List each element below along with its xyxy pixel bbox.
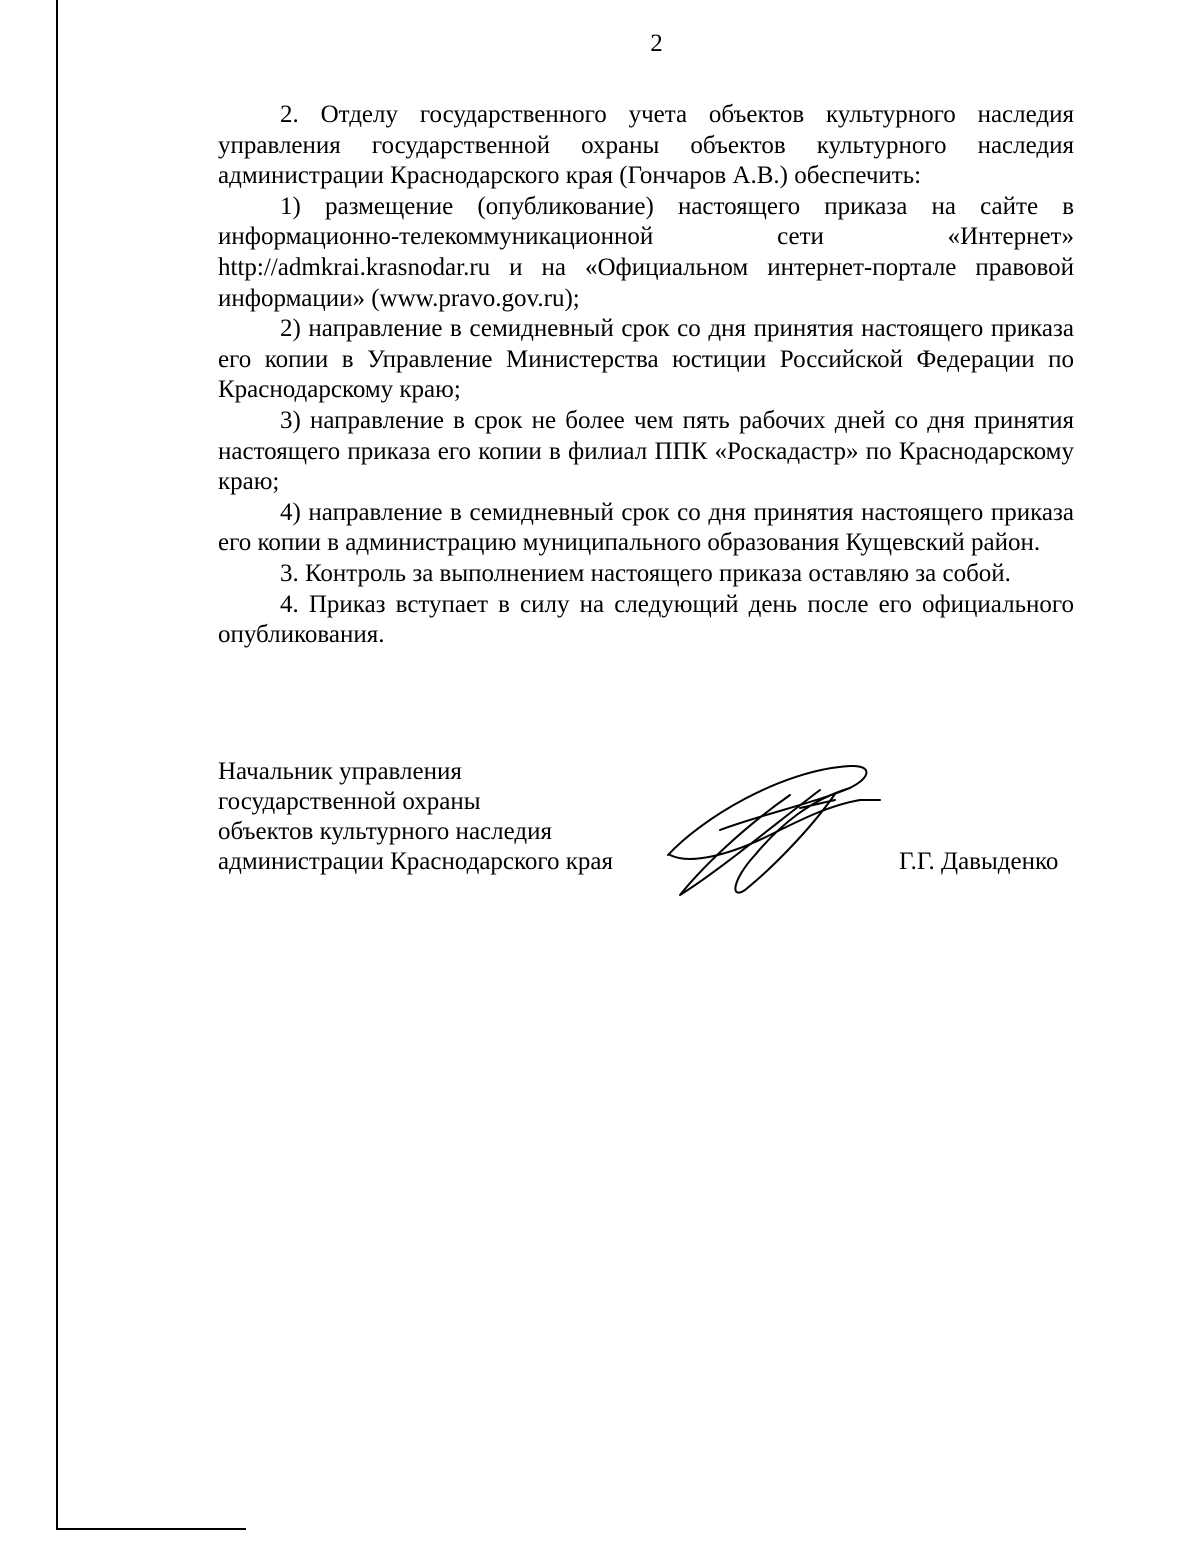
signer-position-line: Начальник управления	[218, 758, 462, 785]
paragraph-subitem-4: 4) направление в семидневный срок со дня принятия настоящего приказа его копии в администрацию муниципального образования Кущевский район.	[218, 498, 1074, 557]
left-margin-rule	[56, 0, 58, 1530]
signer-position	[218, 757, 613, 877]
paragraph-item-4: 4. Приказ вступает в силу на следующий день после его официального опубликования.	[218, 590, 1074, 649]
signer-position-line: объектов культурного наследия	[218, 818, 552, 845]
page-number: 2	[650, 30, 663, 57]
paragraph-item-3: 3. Контроль за выполнением настоящего приказа оставляю за собой.	[280, 559, 1011, 587]
signer-position-line: администрации Краснодарского края	[218, 848, 614, 875]
paragraph-subitem-1: 1) размещение (опубликование) настоящего приказа на сайте в информационно-телекоммуникационной сети «Интернет» http://admkrai.krasnodar.ru и на «Официальном интернет-портале правовой информации» (www.pravo.gov.ru);	[218, 192, 1074, 312]
paragraph-subitem-2: 2) направление в семидневный срок со дня принятия настоящего приказа его копии в Управление Министерства юстиции Российской Федерации по Краснодарскому краю;	[218, 315, 1074, 404]
order-body	[218, 100, 1074, 651]
paragraph-item-2: 2. Отделу государственного учета объектов культурного наследия управления государственной охраны объектов культурного наследия администрации Краснодарского края (Гончаров А.В.) обеспечить:	[218, 101, 1074, 190]
signer-position-line: государственной охраны	[218, 788, 481, 815]
bottom-margin-rule	[56, 1528, 246, 1530]
handwritten-signature-icon	[660, 760, 890, 900]
signer-name: Г.Г. Давыденко	[899, 848, 1059, 875]
paragraph-subitem-3: 3) направление в срок не более чем пять рабочих дней со дня принятия настоящего приказа его копии в филиал ППК «Роскадастр» по Краснодарскому краю;	[218, 406, 1074, 496]
